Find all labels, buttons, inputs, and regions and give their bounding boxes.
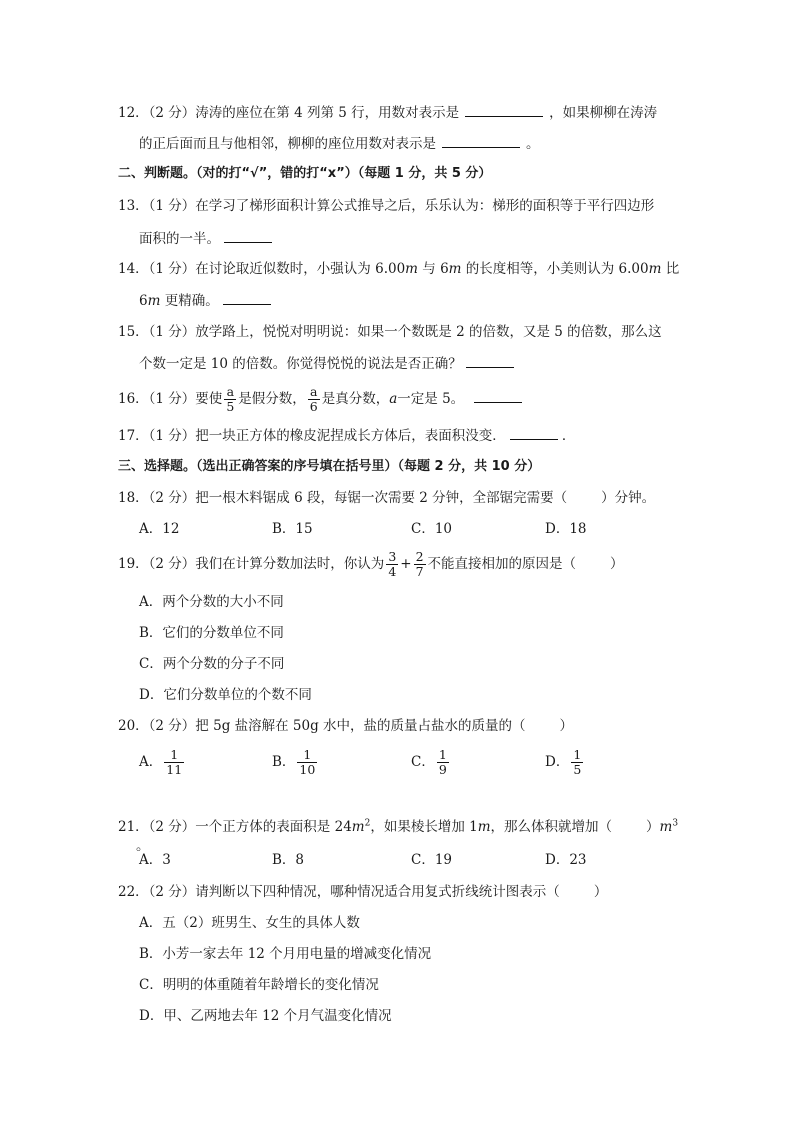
q14-text-a: 14．（1 分）在讨论取近似数时，小强认为 6.00 <box>118 261 406 277</box>
q20-d-num: 1 <box>573 747 582 762</box>
q13-text: 面积的一半。 <box>139 231 220 247</box>
q14-text-c: 的长度相等，小美则认为 6.00 <box>461 261 649 277</box>
q20-text-a: 20．（2 分）把 5g 盐溶解在 50g 水中，盐的质量占盐水的质量的（ <box>118 718 526 734</box>
q21-superscript-3: 3 <box>672 818 679 829</box>
q21-option-c[interactable]: C．19 <box>411 852 453 868</box>
q20-option-c-label: C． <box>411 754 435 770</box>
q19-suffix-b: ） <box>610 556 624 572</box>
q16-answer-blank[interactable] <box>474 388 522 403</box>
q19-option-d[interactable]: D．它们分数单位的个数不同 <box>139 687 312 703</box>
q14-text-f: 更精确。 <box>160 293 219 309</box>
q20-option-c[interactable] <box>411 746 451 778</box>
q21-unit-m-3: m <box>659 819 673 835</box>
q20-option-a[interactable] <box>139 746 186 778</box>
q16-prefix: 16．（1 分）要使 <box>118 391 223 407</box>
q12-text-c: 的正后面而且与他相邻，柳柳的座位用数对表示是 <box>139 136 436 152</box>
q19-line <box>118 548 624 580</box>
q20-option-b[interactable] <box>272 746 319 778</box>
q12-text-d: 。 <box>526 136 540 152</box>
q16-fraction-1 <box>224 385 236 414</box>
q20-option-a-label: A． <box>139 754 163 770</box>
q20-option-a-fraction <box>164 748 184 777</box>
section2-title: 二、判断题。（对的打“√”，错的打“x”）（每题 1 分，共 5 分） <box>118 166 492 181</box>
q22-option-a[interactable]: A．五（2）班男生、女生的具体人数 <box>139 915 360 931</box>
q21-option-a[interactable]: A．3 <box>139 852 171 868</box>
q20-line <box>118 716 573 736</box>
q21-unit-m-1: m <box>351 819 365 835</box>
section3-title: 三、选择题。（选出正确答案的序号填在括号里）（每题 2 分，共 10 分） <box>118 459 541 474</box>
q15-line2 <box>139 353 518 374</box>
q19-prefix: 19．（2 分）我们在计算分数加法时，你认为 <box>118 556 385 572</box>
q19-fraction-2 <box>414 550 426 579</box>
q14-text-d: 比 <box>661 261 680 277</box>
q19-f1-num: 3 <box>388 549 397 564</box>
q16-line <box>118 384 526 414</box>
q14-unit-m-3: m <box>648 261 662 277</box>
q12-text-a: 12．（2 分）涛涛的座位在第 4 列第 5 行，用数对表示是 <box>118 105 460 121</box>
q12-text-b: ，如果柳柳在涛涛 <box>549 105 658 121</box>
q13-line2 <box>139 228 276 249</box>
q18-option-c[interactable]: C．10 <box>411 521 453 537</box>
q20-c-num: 1 <box>438 747 447 762</box>
q12-line2 <box>139 133 540 154</box>
q18-line <box>118 488 655 508</box>
q17-answer-blank[interactable] <box>510 425 558 440</box>
q16-mid1: 是假分数， <box>238 391 306 407</box>
q18-option-d[interactable]: D．18 <box>545 521 587 537</box>
q21-unit-m-2: m <box>477 819 491 835</box>
q14-line1 <box>118 259 679 279</box>
q19-option-c[interactable]: C．两个分数的分子不同 <box>139 656 285 672</box>
q21-text-b: ，如果棱长增加 1 <box>370 819 478 835</box>
q21-option-b[interactable]: B．8 <box>272 852 305 868</box>
q16-frac2-den: 6 <box>309 399 318 414</box>
q16-frac1-den: 5 <box>226 399 235 414</box>
q20-a-num: 1 <box>170 747 179 762</box>
q19-fraction-1 <box>386 550 398 579</box>
q20-text-b: ） <box>559 718 574 734</box>
q14-unit-m-4: m <box>147 293 161 309</box>
q19-suffix-a: 不能直接相加的原因是（ <box>427 556 577 572</box>
q14-answer-blank[interactable] <box>223 290 271 305</box>
q21-text-c: ，那么体积就增加（ <box>490 819 613 835</box>
q22-text-b: ） <box>593 884 608 900</box>
q16-suffix: 一定是 5。 <box>397 391 465 407</box>
q19-f2-den: 7 <box>415 564 424 579</box>
q18-option-a[interactable]: A．12 <box>139 521 180 537</box>
q14-unit-m-2: m <box>448 261 462 277</box>
q22-line <box>118 882 607 902</box>
q15-line1: 15．（1 分）放学路上，悦悦对明明说：如果一个数既是 2 的倍数，又是 5 的倍数，那么这 <box>118 324 662 340</box>
q17-line <box>118 425 575 446</box>
q14-text-e: 6 <box>139 293 148 309</box>
q12-answer-blank-1[interactable] <box>465 102 543 117</box>
q16-frac2-num: a <box>310 384 318 399</box>
q16-fraction-2 <box>308 385 320 414</box>
q20-option-d[interactable] <box>545 746 585 778</box>
q16-frac1-num: a <box>226 384 235 399</box>
q21-line1 <box>118 817 678 837</box>
q19-option-a[interactable]: A．两个分数的大小不同 <box>139 594 284 610</box>
q20-option-c-fraction <box>437 748 449 777</box>
q18-text-a: 18．（2 分）把一根木料锯成 6 段，每锯一次需要 2 分钟，全部锯完需要（ <box>118 490 568 506</box>
q17-text: 17．（1 分）把一块正方体的橡皮泥捏成长方体后，表面积没变． <box>118 428 506 444</box>
q15-answer-blank[interactable] <box>466 353 514 368</box>
q14-line2 <box>139 290 275 311</box>
q13-answer-blank[interactable] <box>224 228 272 243</box>
q22-option-b[interactable]: B．小芳一家去年 12 个月用电量的增减变化情况 <box>139 946 432 962</box>
q20-option-d-fraction <box>571 748 583 777</box>
q17-end: ． <box>561 428 576 444</box>
q12-answer-blank-2[interactable] <box>442 133 520 148</box>
q20-d-den: 5 <box>573 762 582 777</box>
q14-unit-m-1: m <box>405 261 418 277</box>
q20-option-b-fraction <box>297 748 317 777</box>
q15-text: 个数一定是 10 的倍数。你觉得悦悦的说法是否正确？ <box>139 356 462 372</box>
q19-f1-den: 4 <box>388 564 397 579</box>
q21-superscript-2: 2 <box>364 818 371 829</box>
q20-option-b-label: B． <box>272 754 296 770</box>
q21-line2-visible: 。 <box>136 838 150 854</box>
q20-c-den: 9 <box>438 762 447 777</box>
q14-text-b: 与 6 <box>417 261 449 277</box>
q12-line1 <box>118 102 657 123</box>
q21-text-d: ） <box>646 819 660 835</box>
q22-option-d[interactable]: D．甲、乙两地去年 12 个月气温变化情况 <box>139 1008 392 1024</box>
q19-option-b[interactable]: B．它们的分数单位不同 <box>139 625 284 641</box>
q21-text-a: 21．（2 分）一个正方体的表面积是 24 <box>118 819 352 835</box>
q20-option-d-label: D． <box>545 754 570 770</box>
q19-f2-num: 2 <box>415 549 424 564</box>
q16-mid2: 是真分数， <box>321 391 390 407</box>
q22-text-a: 22．（2 分）请判断以下四种情况，哪种情况适合用复式折线统计图表示（ <box>118 884 560 900</box>
q21-option-d[interactable]: D．23 <box>545 852 587 868</box>
q19-plus: + <box>400 556 412 572</box>
q13-line1: 13．（1 分）在学习了梯形面积计算公式推导之后，乐乐认为：梯形的面积等于平行四边形 <box>118 198 655 214</box>
q20-b-num: 1 <box>303 747 312 762</box>
q20-b-den: 10 <box>299 762 316 777</box>
q22-option-c[interactable]: C．明明的体重随着年龄增长的变化情况 <box>139 977 379 993</box>
q16-var-a: a <box>389 391 398 407</box>
q18-option-b[interactable]: B．15 <box>272 521 313 537</box>
q20-a-den: 11 <box>166 762 183 777</box>
q18-text-b: ）分钟。 <box>601 490 656 506</box>
